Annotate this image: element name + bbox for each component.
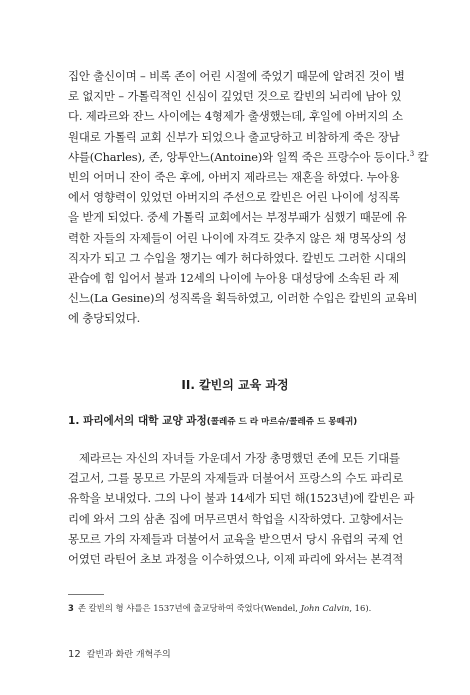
body-paragraph-1 bbox=[68, 66, 429, 329]
footnote-text-end: , 16). bbox=[349, 603, 372, 613]
footnote-book-title: John Calvin bbox=[300, 603, 350, 613]
subsection-heading bbox=[68, 413, 357, 428]
body-line: 로 없지만 – 가톨릭적인 신심이 깊었던 것으로 칼빈의 뇌리에 남아 있 bbox=[68, 89, 402, 104]
body-line: 걸고서, 그를 몽모르 가문의 자제들과 더불어서 프랑스의 수도 파리로 bbox=[68, 471, 404, 486]
body-line: 다. 제라르와 잔느 사이에는 4형제가 출생했는데, 후일에 아버지의 소 bbox=[68, 109, 403, 124]
body-line: 신느(La Gesine)의 성직록을 획득하였고, 이러한 수입은 칼빈의 교육비 bbox=[68, 291, 418, 306]
body-line: 몽모르 가의 자제들과 더불어서 교육을 받으면서 당시 유럽의 국제 언 bbox=[68, 531, 404, 546]
body-line: 원대로 가톨릭 교회 신부가 되었으나 출교당하고 비참하게 죽은 장남 bbox=[68, 129, 400, 144]
section-heading: II. 칼빈의 교육 과정 bbox=[181, 378, 289, 392]
running-title: 칼빈과 화란 개혁주의 bbox=[86, 650, 171, 660]
footnote-reference[interactable]: 3 bbox=[409, 150, 415, 159]
subsection-heading-parenthetical: (콜레쥬 드 라 마르슈/콜레쥬 드 몽떼귀) bbox=[206, 417, 358, 427]
page-number: 12 bbox=[68, 649, 81, 660]
footnote-text: 존 칼빈의 형 샤를은 1537년에 출교당하여 죽었다(Wendel, bbox=[77, 603, 301, 613]
body-line: 유학을 보내었다. 그의 나이 불과 14세가 되던 해(1523년)에 칼빈은 파 bbox=[68, 491, 415, 506]
body-line: 에서 영향력이 있었던 아버지의 주선으로 칼빈은 어린 나이에 성직록 bbox=[68, 190, 400, 205]
footnote bbox=[68, 602, 371, 614]
body-line: 빈의 어머니 잔이 죽은 후에, 아버지 제라르는 재혼을 하였다. 누아용 bbox=[68, 170, 400, 185]
body-line bbox=[68, 147, 429, 167]
body-line-tail: 칼 bbox=[414, 149, 429, 164]
body-line-text: 샤를(Charles), 존, 앙투안느(Antoine)와 일찍 죽은 프랑수아 등이다. bbox=[68, 149, 410, 164]
body-line: 집안 출신이며 – 비록 존이 어린 시절에 죽었기 때문에 알려진 것이 별 bbox=[68, 69, 405, 83]
body-line: 력한 자들의 자제들이 어린 나이에 자격도 갖추지 않은 채 명목상의 성 bbox=[68, 230, 407, 245]
body-line: 리에 와서 그의 삼촌 집에 머무르면서 학업을 시작하였다. 고향에서는 bbox=[68, 511, 404, 526]
subsection-heading-main: 1. 파리에서의 대학 교양 과정 bbox=[68, 415, 207, 427]
body-line: 제라르는 자신의 자녀들 가운데서 가장 총명했던 존에 모든 기대를 bbox=[79, 451, 400, 465]
page-footer bbox=[68, 647, 171, 660]
footnote-divider bbox=[68, 594, 104, 595]
body-line: 을 받게 되었다. 중세 가톨릭 교회에서는 부정부패가 심했기 때문에 유 bbox=[68, 210, 407, 225]
body-line: 어였던 라틴어 초보 과정을 이수하였으나, 이제 파리에 와서는 본격적 bbox=[68, 552, 404, 567]
body-line: 직자가 되고 그 수입을 챙기는 예가 허다하였다. 칼빈도 그러한 시대의 bbox=[68, 250, 407, 265]
body-line: 관습에 힘 입어서 불과 12세의 나이에 누아용 대성당에 소속된 라 제 bbox=[68, 271, 400, 286]
footnote-number: 3 bbox=[68, 603, 74, 613]
body-line: 에 충당되었다. bbox=[68, 311, 141, 326]
body-paragraph-2 bbox=[68, 448, 415, 569]
